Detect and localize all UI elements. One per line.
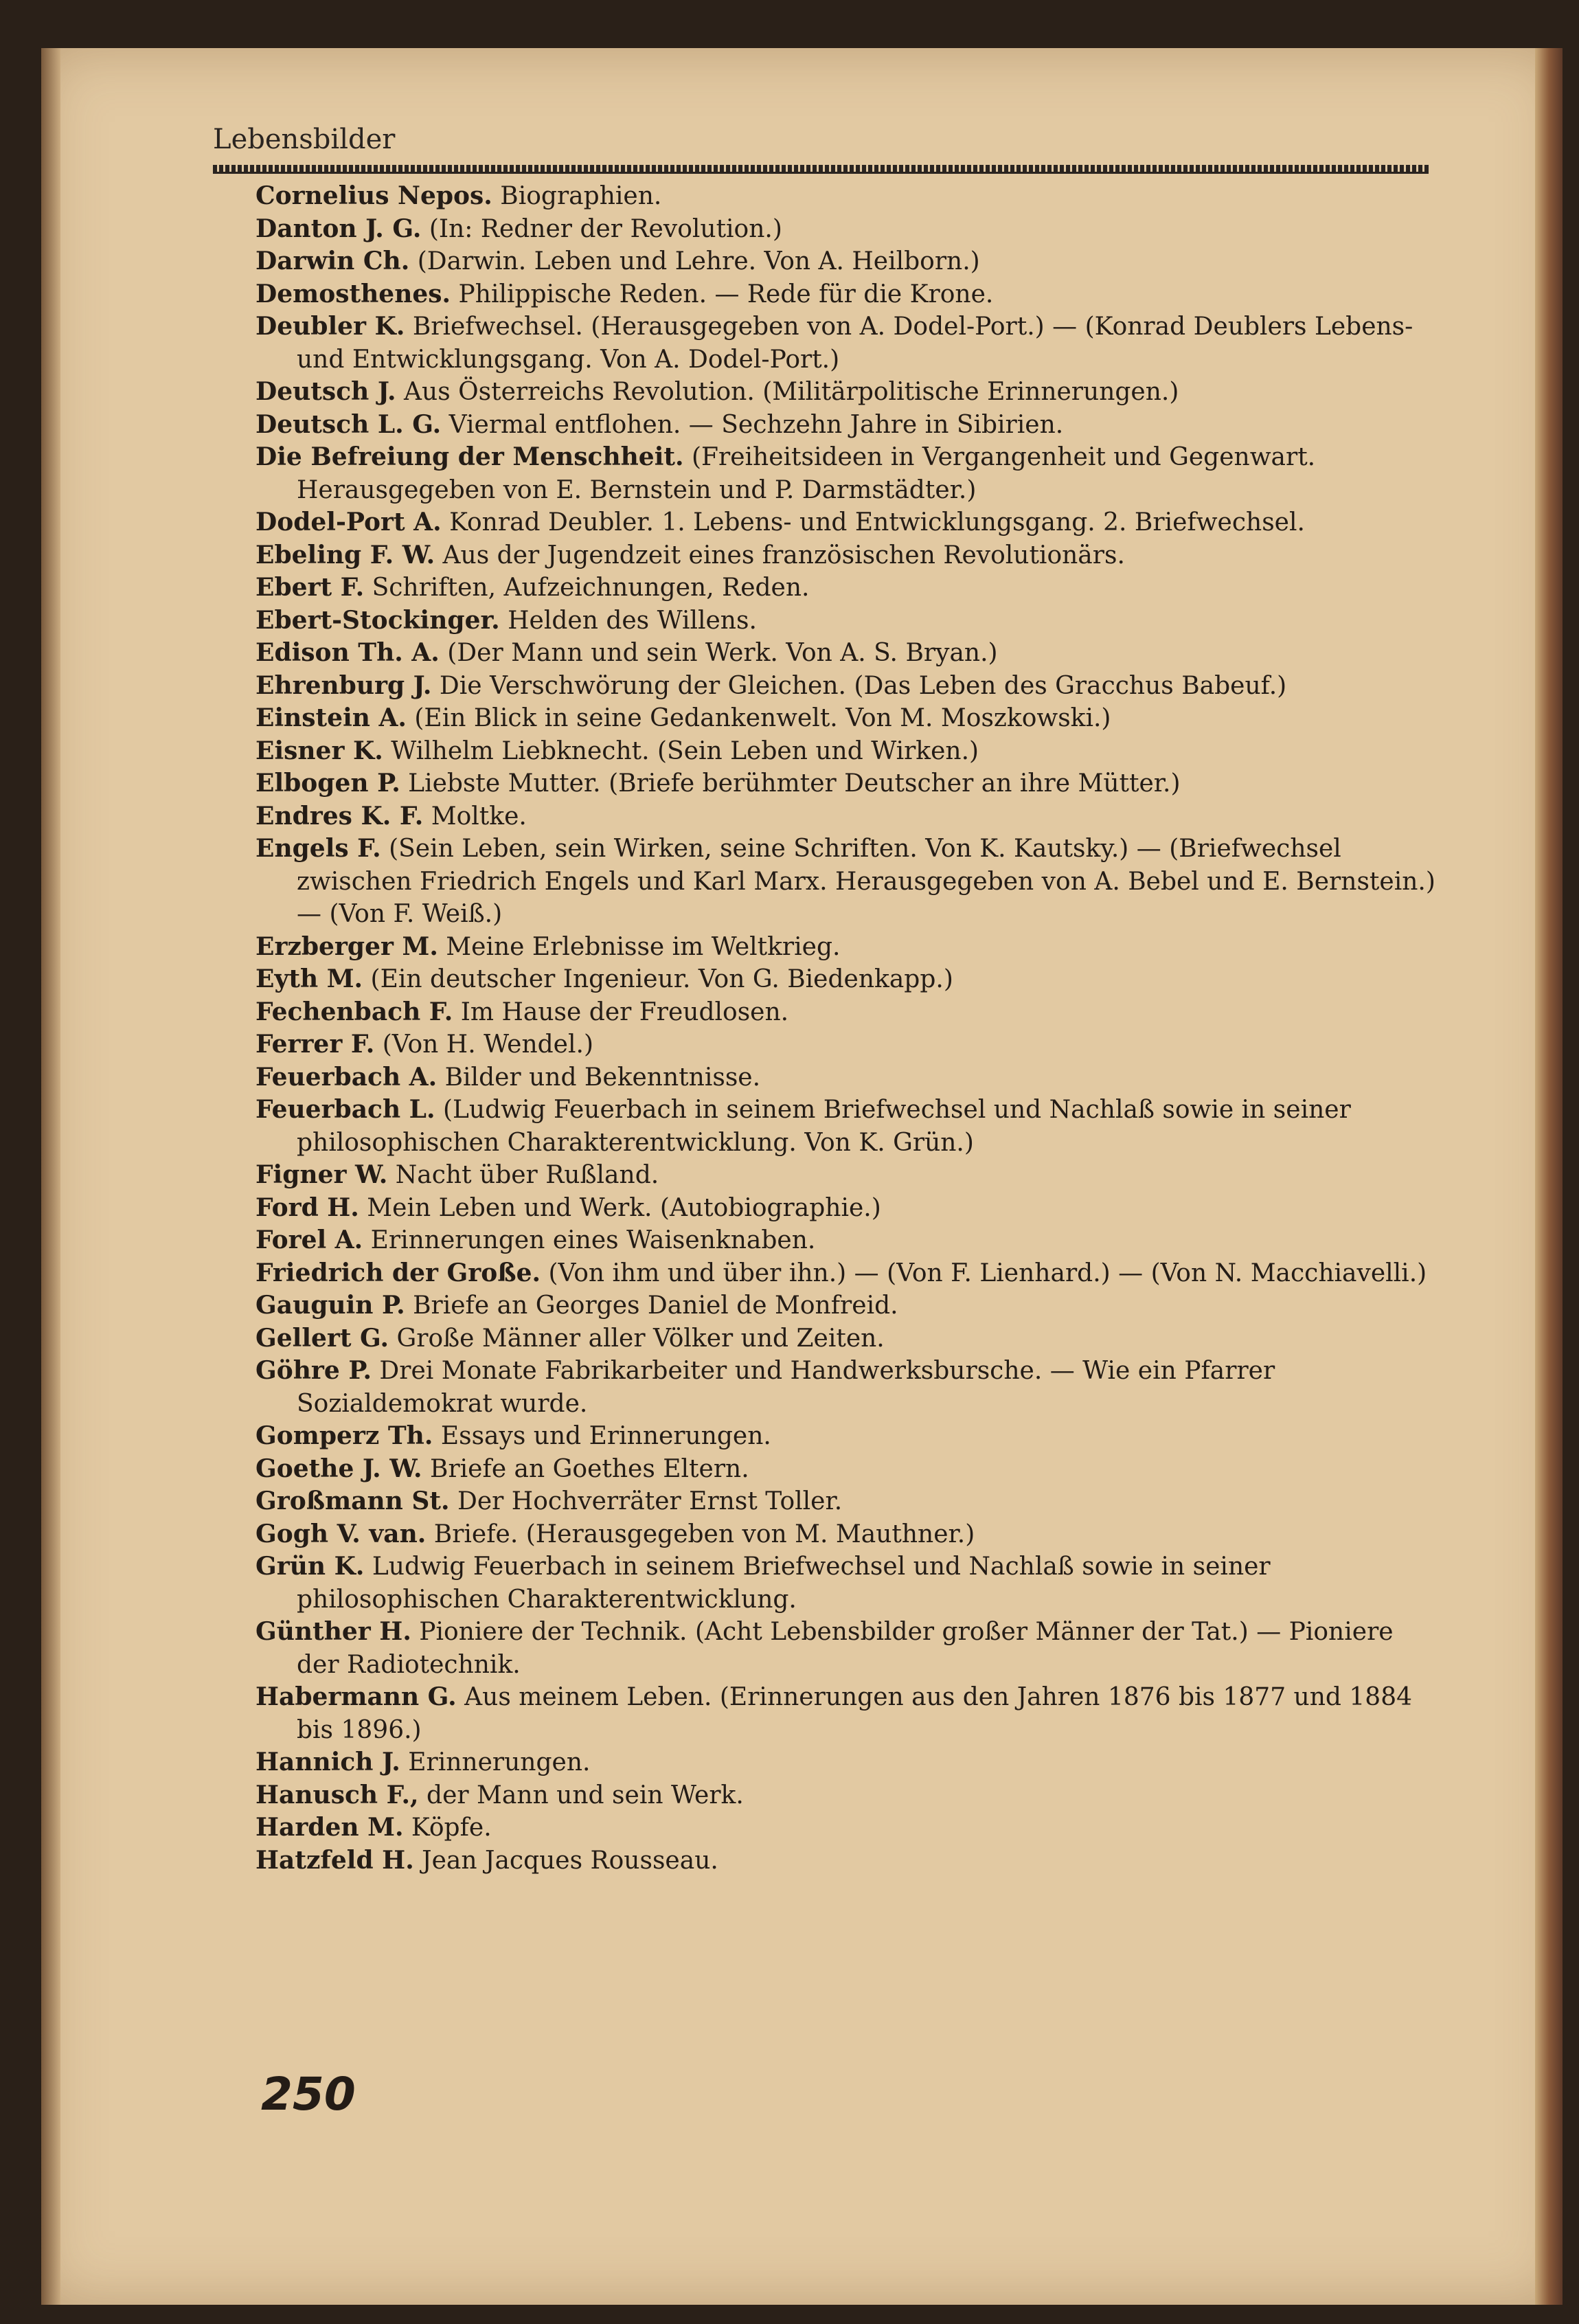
entry-author: Feuerbach L. <box>255 1095 435 1124</box>
list-item <box>255 833 1437 931</box>
list-item <box>255 376 1437 409</box>
entry-text: Ludwig Feuerbach in seinem Briefwechsel und Nachlaß sowie in seiner philosophischen Charakterentwicklung. <box>297 1553 1271 1614</box>
list-item <box>255 278 1437 311</box>
entry-author: Goethe J. W. <box>255 1454 422 1483</box>
entry-text: Pioniere der Technik. (Acht Lebensbilder großer Männer der Tat.) — Pioniere der Radiotechnik. <box>297 1618 1394 1679</box>
entry-text: Briefwechsel. (Herausgegeben von A. Dodel-Port.) — (Konrad Deublers Lebens- und Entwicklungsgang. Von A. Dodel-Port.) <box>297 313 1413 374</box>
entry-text: (Von ihm und über ihn.) — (Von F. Lienhard.) — (Von N. Macchiavelli.) <box>541 1259 1427 1287</box>
entry-author: Hannich J. <box>255 1748 400 1776</box>
entry-text: Liebste Mutter. (Briefe berühmter Deutscher an ihre Mütter.) <box>400 769 1181 798</box>
list-item <box>255 213 1437 246</box>
list-item <box>255 1746 1437 1779</box>
entry-author: Ebert-Stockinger. <box>255 605 500 635</box>
list-item <box>255 1192 1437 1225</box>
entry-author: Forel A. <box>255 1226 363 1254</box>
list-item <box>255 702 1437 735</box>
entry-author: Ehrenburg J. <box>255 670 432 700</box>
list-item <box>255 180 1437 213</box>
entry-text: Bilder und Bekenntnisse. <box>437 1063 761 1092</box>
entry-author: Gomperz Th. <box>255 1421 433 1450</box>
entry-text: Im Hause der Freudlosen. <box>453 997 789 1026</box>
entry-text: (Sein Leben, sein Wirken, seine Schriften. Von K. Kautsky.) — (Briefwechsel zwischen Friedrich Engels und Karl Marx. Herausgegeben von A. Bebel und E. Bernstein.) — (Von F. Weiß.) <box>297 835 1435 928</box>
entry-author: Ebert F. <box>255 573 365 602</box>
entry-author: Cornelius Nepos. <box>255 181 492 210</box>
list-item <box>255 670 1437 703</box>
list-item <box>255 1420 1437 1453</box>
entry-text: Biographien. <box>492 182 662 210</box>
list-item <box>255 311 1437 376</box>
entry-author: Hatzfeld H. <box>255 1845 414 1875</box>
entry-text: Köpfe. <box>403 1814 492 1842</box>
entry-author: Hanusch F., <box>255 1780 419 1809</box>
list-item <box>255 1094 1437 1159</box>
book-spine <box>41 48 60 2305</box>
entry-author: Ferrer F. <box>255 1030 375 1059</box>
entry-text: Aus Österreichs Revolution. (Militärpolitische Erinnerungen.) <box>396 378 1179 406</box>
entry-author: Fechenbach F. <box>255 997 453 1026</box>
entry-text: Jean Jacques Rousseau. <box>413 1846 718 1875</box>
entry-text: Meine Erlebnisse im Weltkrieg. <box>438 932 841 961</box>
running-header: Lebensbilder <box>213 124 396 155</box>
list-item <box>255 1518 1437 1551</box>
entry-text: Essays und Erinnerungen. <box>433 1422 771 1450</box>
entry-text: Wilhelm Liebknecht. (Sein Leben und Wirken.) <box>383 736 979 765</box>
list-item <box>255 539 1437 572</box>
list-item <box>255 735 1437 768</box>
list-item <box>255 1485 1437 1518</box>
page-number: 250 <box>261 2068 356 2121</box>
list-item <box>255 1061 1437 1094</box>
list-item <box>255 1812 1437 1844</box>
entry-author: Demosthenes. <box>255 279 451 308</box>
list-item <box>255 1224 1437 1257</box>
entry-author: Deutsch L. G. <box>255 409 442 439</box>
entry-text: Erinnerungen eines Waisenknaben. <box>363 1226 816 1254</box>
entry-text: Briefe. (Herausgegeben von M. Mauthner.) <box>426 1520 975 1548</box>
entry-text: Mein Leben und Werk. (Autobiographie.) <box>359 1193 881 1222</box>
list-item <box>255 1289 1437 1322</box>
list-item <box>255 996 1437 1029</box>
list-item <box>255 963 1437 996</box>
entry-author: Gogh V. van. <box>255 1519 427 1548</box>
list-item <box>255 409 1437 442</box>
entry-author: Darwin Ch. <box>255 247 410 275</box>
entry-text: Briefe an Goethes Eltern. <box>422 1454 749 1483</box>
entry-text: (Der Mann und sein Werk. Von A. S. Bryan.) <box>439 639 998 667</box>
entry-author: Engels F. <box>255 834 381 863</box>
entry-author: Edison Th. A. <box>255 638 440 667</box>
list-item <box>255 1159 1437 1192</box>
entry-text: Helden des Willens. <box>499 606 757 635</box>
entry-author: Feuerbach A. <box>255 1062 438 1092</box>
entry-text: Die Verschwörung der Gleichen. (Das Leben des Gracchus Babeuf.) <box>431 671 1287 700</box>
entry-author: Großmann St. <box>255 1487 450 1515</box>
entry-author: Eyth M. <box>255 964 363 993</box>
list-item <box>255 1355 1437 1420</box>
entry-text: Schriften, Aufzeichnungen, Reden. <box>364 574 810 602</box>
entry-author: Ebeling F. W. <box>255 540 435 569</box>
list-item <box>255 1616 1437 1681</box>
entry-text: Aus meinem Leben. (Erinnerungen aus den Jahren 1876 bis 1877 und 1884 bis 1896.) <box>297 1683 1413 1744</box>
list-item <box>255 1322 1437 1355</box>
entry-author: Figner W. <box>255 1160 388 1189</box>
entry-text: Philippische Reden. — Rede für die Krone. <box>451 280 994 308</box>
list-item <box>255 767 1437 800</box>
entry-author: Göhre P. <box>255 1356 372 1385</box>
list-item <box>255 637 1437 670</box>
list-item <box>255 800 1437 833</box>
entry-author: Erzberger M. <box>255 932 438 961</box>
entry-author: Habermann G. <box>255 1682 457 1711</box>
entry-text: Konrad Deubler. 1. Lebens- und Entwicklungsgang. 2. Briefwechsel. <box>441 508 1305 537</box>
list-item <box>255 506 1437 539</box>
entry-text: (Von H. Wendel.) <box>374 1030 593 1059</box>
entry-author: Friedrich der Große. <box>255 1258 541 1287</box>
list-item <box>255 441 1437 506</box>
bibliography-list <box>255 180 1437 1877</box>
entry-text: Briefe an Georges Daniel de Monfreid. <box>405 1291 898 1320</box>
entry-text: Erinnerungen. <box>400 1748 591 1776</box>
entry-author: Deutsch J. <box>255 377 396 406</box>
entry-author: Einstein A. <box>255 703 407 732</box>
entry-text: Viermal entflohen. — Sechzehn Jahre in Sibirien. <box>441 410 1064 439</box>
entry-author: Elbogen P. <box>255 769 400 798</box>
entry-text: Nacht über Rußland. <box>387 1161 659 1189</box>
entry-author: Endres K. F. <box>255 801 424 831</box>
entry-author: Gauguin P. <box>255 1291 405 1320</box>
entry-text: (Darwin. Leben und Lehre. Von A. Heilborn.) <box>409 247 980 275</box>
entry-text: Drei Monate Fabrikarbeiter und Handwerksbursche. — Wie ein Pfarrer Sozialdemokrat wurde. <box>297 1357 1275 1418</box>
list-item <box>255 1453 1437 1486</box>
entry-author: Danton J. G. <box>255 214 422 243</box>
list-item <box>255 572 1437 605</box>
list-item <box>255 1779 1437 1812</box>
entry-text: (Ein Blick in seine Gedankenwelt. Von M. Moszkowski.) <box>406 704 1111 732</box>
entry-author: Dodel-Port A. <box>255 508 442 537</box>
entry-text: Aus der Jugendzeit eines französischen Revolutionärs. <box>435 541 1125 569</box>
entry-author: Eisner K. <box>255 736 383 765</box>
list-item <box>255 1681 1437 1746</box>
entry-author: Ford H. <box>255 1193 359 1222</box>
list-item <box>255 931 1437 964</box>
entry-text: (Freiheitsideen in Vergangenheit und Gegenwart. Herausgegeben von E. Bernstein und P. Darmstädter.) <box>297 443 1316 504</box>
list-item <box>255 245 1437 278</box>
entry-text: (In: Redner der Revolution.) <box>421 214 782 243</box>
page-edge <box>1535 48 1563 2305</box>
entry-author: Harden M. <box>255 1813 404 1842</box>
list-item <box>255 1550 1437 1616</box>
list-item <box>255 605 1437 638</box>
entry-author: Gellert G. <box>255 1323 389 1353</box>
entry-text: (Ludwig Feuerbach in seinem Briefwechsel und Nachlaß sowie in seiner philosophischen Charakterentwicklung. Von K. Grün.) <box>297 1096 1351 1157</box>
entry-text: (Ein deutscher Ingenieur. Von G. Biedenkapp.) <box>363 965 953 993</box>
entry-text: Der Hochverräter Ernst Toller. <box>449 1487 843 1515</box>
entry-author: Die Befreiung der Menschheit. <box>255 442 684 471</box>
list-item <box>255 1028 1437 1061</box>
entry-author: Günther H. <box>255 1617 411 1646</box>
entry-author: Deubler K. <box>255 312 405 341</box>
entry-author: Grün K. <box>255 1552 365 1581</box>
entry-text: Große Männer aller Völker und Zeiten. <box>389 1324 885 1353</box>
list-item <box>255 1257 1437 1290</box>
entry-text: der Mann und sein Werk. <box>418 1781 744 1809</box>
header-rule <box>213 165 1429 174</box>
entry-text: Moltke. <box>423 802 527 831</box>
list-item <box>255 1844 1437 1877</box>
